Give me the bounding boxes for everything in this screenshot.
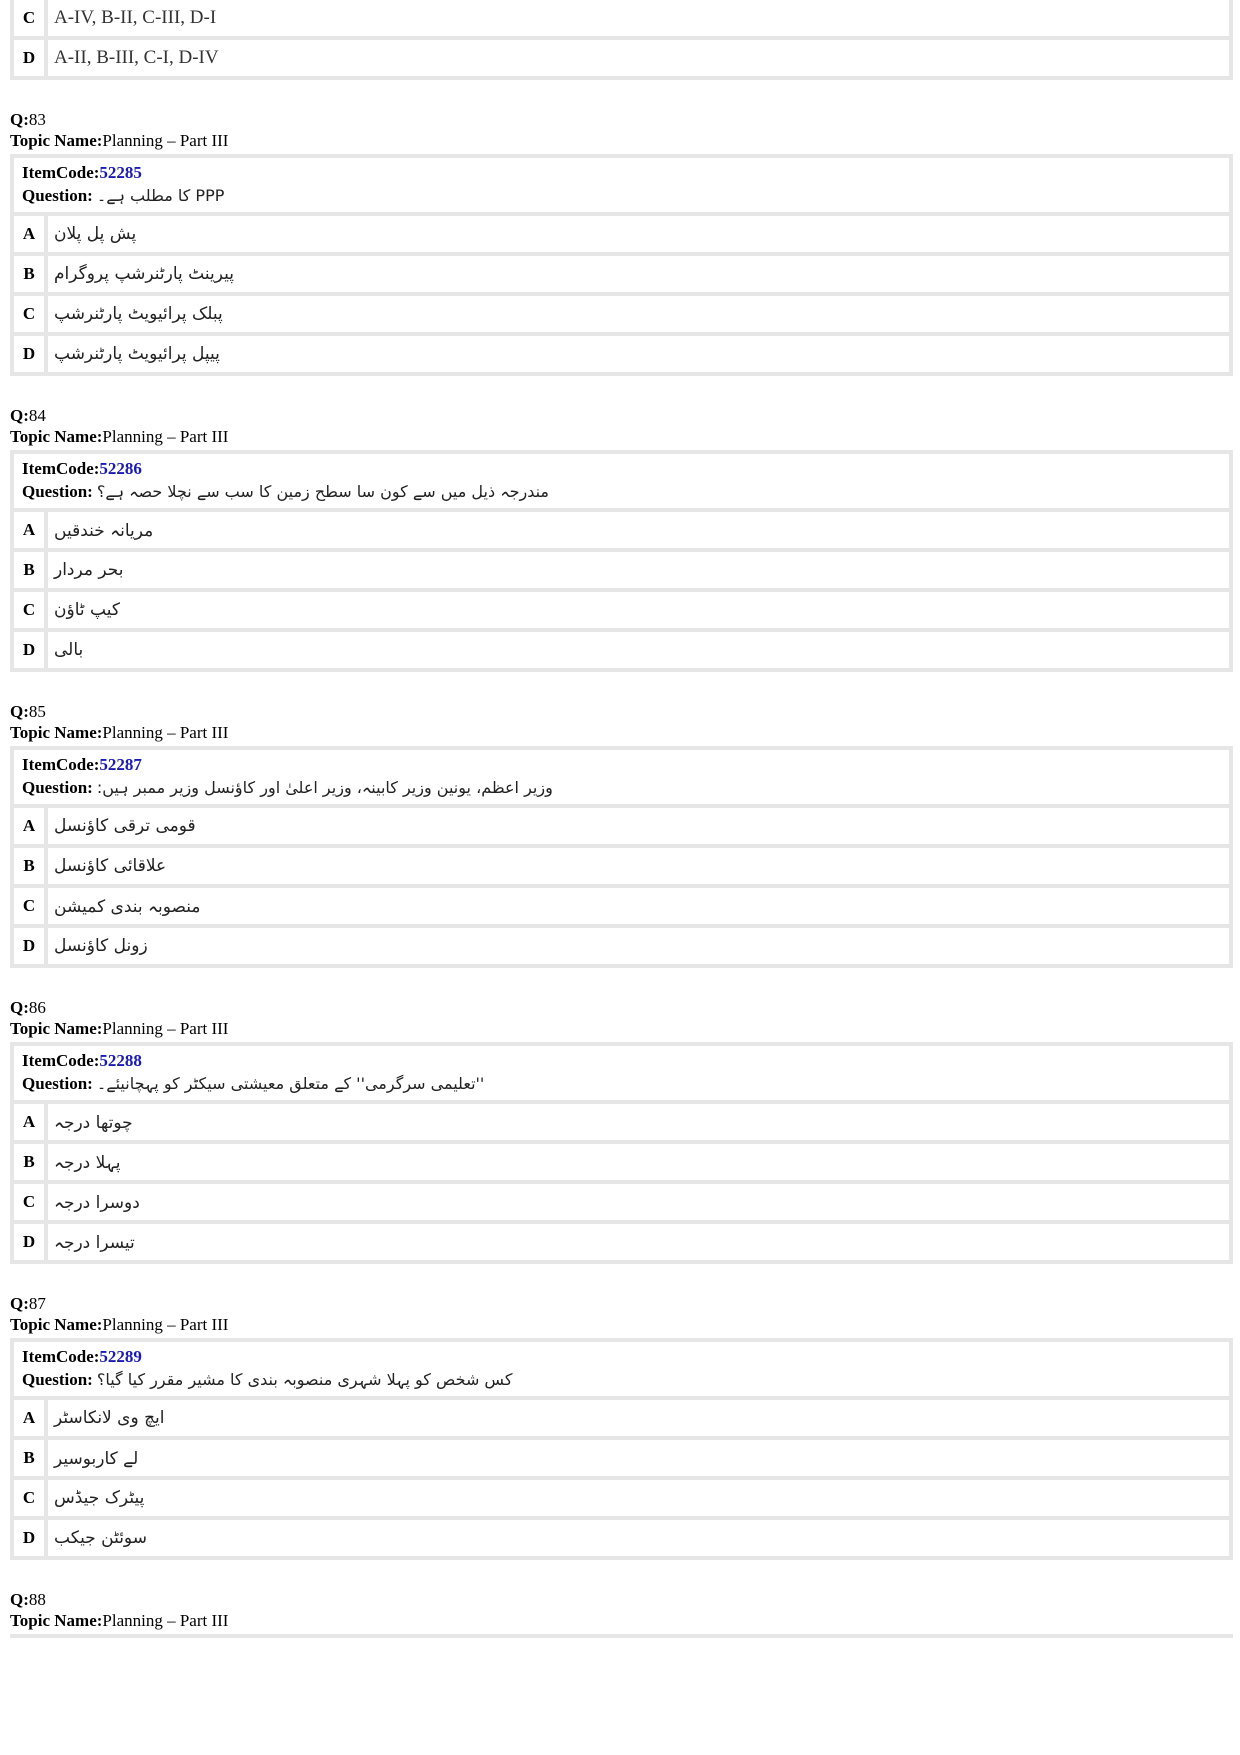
option-text: پیرینٹ پارٹنرشپ پروگرام — [54, 264, 234, 284]
question-box — [10, 154, 1233, 376]
option-row — [14, 928, 1229, 964]
question-paper — [10, 0, 1233, 1638]
option-row — [14, 296, 1229, 332]
option-row — [14, 552, 1229, 588]
item-code-value: 52286 — [99, 459, 142, 478]
option-text: پیپل پرائیویٹ پارٹنرشپ — [54, 344, 220, 364]
options-list — [14, 512, 1229, 668]
item-code — [22, 754, 1221, 776]
option-letter: B — [14, 552, 48, 588]
item-code — [22, 1050, 1221, 1072]
question-number-value: 85 — [28, 702, 46, 721]
item-code-label: ItemCode: — [22, 1051, 100, 1070]
question-number-label: Q: — [10, 998, 29, 1017]
option-letter: C — [14, 0, 48, 36]
question-header — [14, 750, 1229, 804]
option-row — [14, 1184, 1229, 1220]
option-row — [14, 592, 1229, 628]
previous-question-options — [10, 0, 1233, 80]
option-letter: B — [14, 848, 48, 884]
option-text: پبلک پرائیویٹ پارٹنرشپ — [54, 304, 223, 324]
option-row — [14, 512, 1229, 548]
option-row — [14, 808, 1229, 844]
option-text: دوسرا درجہ — [54, 1192, 140, 1213]
topic-value: Planning – Part III — [102, 1611, 229, 1630]
option-text: بالی — [54, 640, 84, 660]
question-text: ''تعلیمی سرگرمی'' کے متعلق معیشتی سیکٹر کو پہچانیئے۔ — [96, 1074, 485, 1093]
options-list — [14, 1104, 1229, 1260]
item-code-value: 52288 — [99, 1051, 142, 1070]
option-text: لے کاربوسیر — [54, 1448, 139, 1469]
topic-label: Topic Name: — [10, 131, 103, 150]
question-block — [10, 1294, 1233, 1560]
option-text: قومی ترقی کاؤنسل — [54, 816, 196, 836]
item-code-label: ItemCode: — [22, 755, 100, 774]
question-number-value: 83 — [28, 110, 46, 129]
option-letter: A — [14, 1104, 48, 1140]
options-list — [14, 1400, 1229, 1556]
option-text: پہلا درجہ — [54, 1152, 121, 1173]
question-line — [22, 184, 1221, 208]
question-number-value: 84 — [28, 406, 46, 425]
option-text: منصوبہ بندی کمیشن — [54, 896, 201, 917]
option-text: بحر مردار — [54, 560, 124, 580]
question-box — [10, 1338, 1233, 1560]
question-number-value: 88 — [28, 1590, 46, 1609]
option-text: زونل کاؤنسل — [54, 936, 148, 956]
option-letter: D — [14, 1520, 48, 1556]
question-text: PPP کا مطلب ہے۔ — [96, 186, 225, 205]
question-text: کس شخص کو پہلا شہری منصوبہ بندی کا مشیر مقرر کیا گیا؟ — [96, 1370, 513, 1389]
topic-value: Planning – Part III — [102, 131, 229, 150]
question-label: Question: — [22, 1370, 93, 1389]
topic-name — [10, 722, 1233, 744]
topic-value: Planning – Part III — [102, 1019, 229, 1038]
topic-name — [10, 426, 1233, 448]
option-letter: C — [14, 888, 48, 924]
option-text: A-IV, B-II, C-III, D-I — [54, 7, 217, 28]
question-label: Question: — [22, 778, 93, 797]
option-letter: A — [14, 1400, 48, 1436]
question-text: وزیر اعظم، یونین وزیر کابینہ، وزیر اعلیٰ اور کاؤنسل وزیر ممبر ہیں: — [96, 778, 553, 797]
item-code-label: ItemCode: — [22, 1347, 100, 1366]
topic-value: Planning – Part III — [102, 427, 229, 446]
option-row — [14, 40, 1229, 76]
option-row — [14, 848, 1229, 884]
option-letter: A — [14, 216, 48, 252]
question-number-label: Q: — [10, 1590, 29, 1609]
option-letter: C — [14, 1480, 48, 1516]
question-line — [22, 480, 1221, 504]
question-line — [22, 1072, 1221, 1096]
question-number-value: 86 — [28, 998, 46, 1017]
question-number-label: Q: — [10, 406, 29, 425]
option-row — [14, 216, 1229, 252]
option-letter: B — [14, 1144, 48, 1180]
option-letter: C — [14, 592, 48, 628]
option-text: A-II, B-III, C-I, D-IV — [54, 47, 219, 68]
question-number — [10, 998, 1233, 1018]
options-list — [14, 216, 1229, 372]
topic-name — [10, 130, 1233, 152]
option-row — [14, 632, 1229, 668]
topic-label: Topic Name: — [10, 1611, 103, 1630]
topic-label: Topic Name: — [10, 427, 103, 446]
option-text: مریانہ خندقیں — [54, 520, 154, 541]
question-number — [10, 1590, 1233, 1610]
option-text: پش پل پلان — [54, 224, 137, 244]
question-number — [10, 702, 1233, 722]
option-letter: D — [14, 1224, 48, 1260]
option-row — [14, 1224, 1229, 1260]
question-number — [10, 110, 1233, 130]
option-row — [14, 336, 1229, 372]
question-box — [10, 746, 1233, 968]
question-number-value: 87 — [28, 1294, 46, 1313]
topic-name — [10, 1018, 1233, 1040]
option-row — [14, 888, 1229, 924]
topic-value: Planning – Part III — [102, 723, 229, 742]
question-number-label: Q: — [10, 702, 29, 721]
question-number-label: Q: — [10, 110, 29, 129]
item-code-value: 52287 — [99, 755, 142, 774]
option-text: علاقائی کاؤنسل — [54, 856, 167, 876]
item-code — [22, 1346, 1221, 1368]
item-code — [22, 162, 1221, 184]
option-text: پیٹرک جیڈس — [54, 1488, 145, 1508]
question-block — [10, 110, 1233, 376]
question-line — [22, 776, 1221, 800]
topic-label: Topic Name: — [10, 1019, 103, 1038]
option-row — [14, 1480, 1229, 1516]
question-number-label: Q: — [10, 1294, 29, 1313]
questions-list — [10, 110, 1233, 1560]
option-text: ایچ وی لانکاسٹر — [54, 1408, 165, 1428]
option-text: سوئٹن جیکب — [54, 1528, 147, 1548]
question-number — [10, 406, 1233, 426]
topic-name — [10, 1314, 1233, 1336]
option-letter: A — [14, 808, 48, 844]
topic-value: Planning – Part III — [102, 1315, 229, 1334]
topic-label: Topic Name: — [10, 723, 103, 742]
option-letter: D — [14, 928, 48, 964]
divider — [10, 1634, 1233, 1638]
question-header — [14, 1342, 1229, 1396]
question-label: Question: — [22, 186, 93, 205]
option-letter: A — [14, 512, 48, 548]
options-list — [14, 808, 1229, 964]
question-block — [10, 406, 1233, 672]
option-row — [14, 1400, 1229, 1436]
item-code — [22, 458, 1221, 480]
question-header — [14, 454, 1229, 508]
option-row — [14, 1144, 1229, 1180]
option-letter: C — [14, 296, 48, 332]
option-row — [14, 256, 1229, 292]
question-line — [22, 1368, 1221, 1392]
option-row — [14, 0, 1229, 36]
question-number — [10, 1294, 1233, 1314]
question-header — [14, 1046, 1229, 1100]
option-letter: D — [14, 40, 48, 76]
question-text: مندرجہ ذیل میں سے کون سا سطح زمین کا سب سے نچلا حصہ ہے؟ — [96, 482, 549, 501]
option-letter: B — [14, 256, 48, 292]
option-letter: D — [14, 336, 48, 372]
question-label: Question: — [22, 1074, 93, 1093]
question-header — [14, 158, 1229, 212]
question-box — [10, 1042, 1233, 1264]
question-block — [10, 998, 1233, 1264]
option-row — [14, 1520, 1229, 1556]
option-row — [14, 1440, 1229, 1476]
question-label: Question: — [22, 482, 93, 501]
option-text: چوتھا درجہ — [54, 1112, 133, 1133]
topic-name — [10, 1610, 1233, 1632]
topic-label: Topic Name: — [10, 1315, 103, 1334]
question-block — [10, 1590, 1233, 1638]
option-row — [14, 1104, 1229, 1140]
option-letter: C — [14, 1184, 48, 1220]
item-code-label: ItemCode: — [22, 163, 100, 182]
option-text: کیپ ٹاؤن — [54, 600, 120, 620]
item-code-label: ItemCode: — [22, 459, 100, 478]
question-box — [10, 450, 1233, 672]
item-code-value: 52285 — [99, 163, 142, 182]
option-text: تیسرا درجہ — [54, 1232, 135, 1253]
item-code-value: 52289 — [99, 1347, 142, 1366]
option-letter: B — [14, 1440, 48, 1476]
question-block — [10, 702, 1233, 968]
option-letter: D — [14, 632, 48, 668]
